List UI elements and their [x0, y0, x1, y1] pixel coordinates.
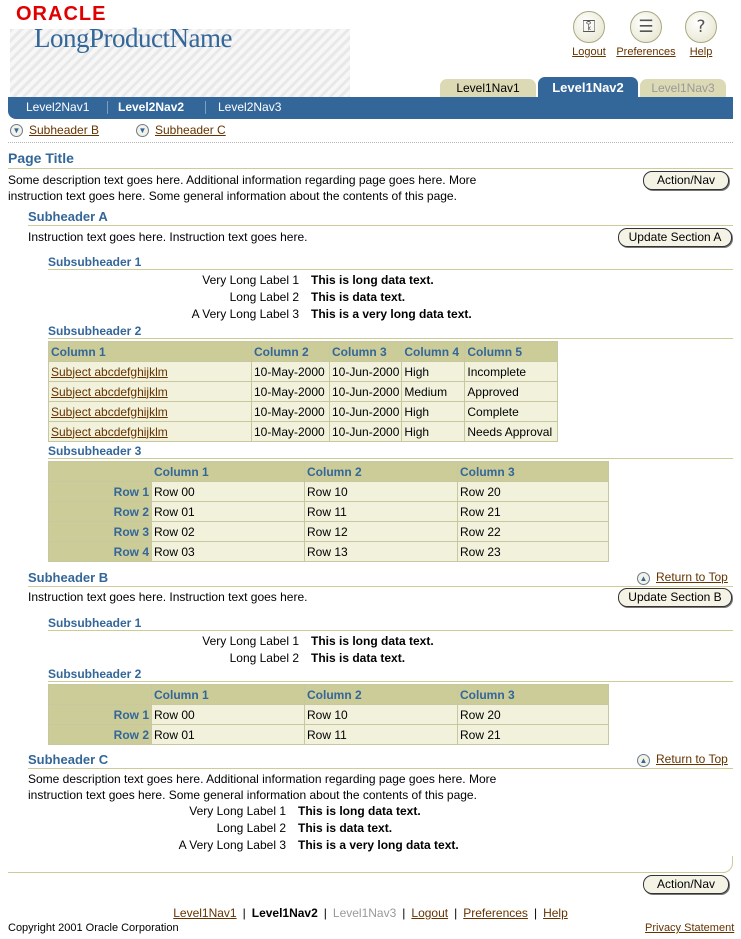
table-row [49, 362, 558, 382]
field-value: This is a very long data text. [311, 307, 472, 321]
field-label: Very Long Label 1 [202, 273, 299, 287]
table-cell: High [402, 422, 465, 442]
branding-area [10, 3, 350, 98]
table-header-row [49, 342, 558, 362]
row-header: Row 1 [49, 482, 152, 502]
table-cell: Complete [465, 402, 558, 422]
table-cell: Row 12 [305, 522, 458, 542]
table-cell: 10-May-2000 [252, 422, 330, 442]
table-cell: Row 10 [305, 705, 458, 725]
footer-link-preferences[interactable]: Preferences [463, 906, 528, 920]
subheader-c-title: Subheader C [28, 752, 109, 767]
action-nav-button[interactable]: Action/Nav [643, 171, 729, 190]
field-label: A Very Long Label 3 [178, 838, 286, 852]
column-header: Column 1 [152, 462, 305, 482]
footer-nav: Level1Nav1 | Level1Nav2 | Level1Nav3 | Logout | Preferences | Help [173, 906, 568, 920]
table-header-row [49, 462, 609, 482]
divider [48, 269, 733, 270]
data-table [48, 341, 558, 442]
divider [48, 630, 733, 631]
tab-level1nav3: Level1Nav3 [640, 79, 726, 98]
nav-separator [107, 101, 108, 114]
chevron-up-icon: ▲ [637, 754, 650, 767]
logout-link[interactable]: Logout [572, 46, 606, 58]
field-label: A Very Long Label 3 [191, 307, 299, 321]
chevron-down-icon: ▼ [10, 124, 23, 137]
divider [28, 768, 733, 769]
corner-header [49, 685, 152, 705]
action-nav-button-bottom[interactable]: Action/Nav [643, 875, 729, 894]
section-c-description: Some description text goes here. Additional information regarding page goes here. More instruction text goes here. Some general information about the contents of this page. [28, 772, 497, 802]
chevron-down-icon: ▼ [136, 124, 149, 137]
field-value: This is long data text. [311, 273, 434, 287]
table-cell: Row 02 [152, 522, 305, 542]
field-label: Long Label 2 [229, 290, 299, 304]
divider [48, 458, 733, 459]
return-to-top-link[interactable]: ▲ Return to Top [637, 752, 728, 767]
footer-current-level1nav2: Level1Nav2 [251, 906, 318, 920]
table-cell: Row 21 [458, 502, 609, 522]
table-cell: Incomplete [465, 362, 558, 382]
tab-level1nav1[interactable]: Level1Nav1 [440, 79, 536, 98]
table-cell: Row 10 [305, 482, 458, 502]
field-value: This is data text. [298, 821, 393, 835]
column-header: Column 2 [305, 462, 458, 482]
table-row [49, 402, 558, 422]
oracle-logo: ORACLE [16, 3, 107, 25]
subsubheader-1-title: Subsubheader 1 [48, 255, 142, 269]
table-cell: Row 00 [152, 482, 305, 502]
table-row [49, 502, 609, 522]
table-row [49, 705, 609, 725]
return-to-top-link[interactable]: ▲ Return to Top [637, 570, 728, 585]
page-description: Some description text goes here. Additional information regarding page goes here. More instruction text goes here. Some general information about the contents of this page. [8, 173, 477, 203]
row-header-table [48, 684, 609, 745]
table-cell: 10-May-2000 [252, 402, 330, 422]
column-header[interactable]: Column 5 [465, 342, 558, 362]
table-row [49, 542, 609, 562]
help-icon: ? [685, 11, 717, 43]
divider [48, 681, 733, 682]
table-cell: Row 11 [305, 502, 458, 522]
footer-link-level1nav1[interactable]: Level1Nav1 [173, 906, 237, 920]
field-value: This is long data text. [311, 634, 434, 648]
divider [8, 168, 733, 169]
field-label: Very Long Label 1 [189, 804, 286, 818]
divider [28, 225, 733, 226]
row-header: Row 2 [49, 725, 152, 745]
table-row [49, 422, 558, 442]
column-header: Column 2 [305, 685, 458, 705]
preferences-icon: ☰ [630, 11, 662, 43]
help-global-button[interactable] [684, 11, 718, 58]
product-name: LongProductName [34, 23, 232, 53]
footer-disabled-level1nav3: Level1Nav3 [332, 906, 397, 920]
divider [48, 338, 733, 339]
help-link[interactable]: Help [689, 46, 713, 58]
column-header: Column 1 [152, 685, 305, 705]
section-a-instruction: Instruction text goes here. Instruction text goes here. [28, 230, 308, 244]
table-cell: Medium [402, 382, 465, 402]
row-header: Row 1 [49, 705, 152, 725]
table-cell: Row 22 [458, 522, 609, 542]
column-header: Column 3 [458, 462, 609, 482]
update-section-b-button[interactable]: Update Section B [618, 588, 732, 607]
table-cell: 10-May-2000 [252, 382, 330, 402]
table-cell: Row 20 [458, 482, 609, 502]
table-cell: Row 00 [152, 705, 305, 725]
subsubheader-3-title: Subsubheader 3 [48, 444, 142, 458]
table-cell: 10-Jun-2000 [330, 362, 402, 382]
field-value: This is data text. [311, 290, 406, 304]
table-cell: 10-Jun-2000 [330, 382, 402, 402]
page-corner-decoration [718, 856, 733, 873]
subheader-a-title: Subheader A [28, 209, 108, 224]
table-cell: Row 20 [458, 705, 609, 725]
table-cell: 10-Jun-2000 [330, 402, 402, 422]
copyright-text: Copyright 2001 Oracle Corporation [8, 922, 179, 934]
table-cell: Row 01 [152, 502, 305, 522]
table-row [49, 522, 609, 542]
subsubheader-2-title: Subsubheader 2 [48, 324, 142, 338]
table-cell: 10-May-2000 [252, 362, 330, 382]
row-header: Row 2 [49, 502, 152, 522]
quicklink-subheader-b[interactable]: ▼ Subheader B [10, 123, 99, 137]
column-header: Column 3 [458, 685, 609, 705]
table-cell: Row 01 [152, 725, 305, 745]
field-label: Long Label 2 [216, 821, 286, 835]
divider [8, 872, 725, 873]
footer-link-help[interactable]: Help [543, 906, 568, 920]
table-cell: Row 03 [152, 542, 305, 562]
divider [8, 142, 733, 143]
table-cell-link[interactable]: Subject abcdefghijklm [49, 362, 252, 382]
field-label: Very Long Label 1 [202, 634, 299, 648]
column-header[interactable]: Column 4 [402, 342, 465, 362]
tab-level2nav1[interactable]: Level2Nav1 [26, 100, 90, 114]
table-row [49, 382, 558, 402]
tab-level2nav3[interactable]: Level2Nav3 [218, 100, 282, 114]
table-cell-link[interactable]: Subject abcdefghijklm [49, 402, 252, 422]
field-value: This is a very long data text. [298, 838, 459, 852]
column-header[interactable]: Column 2 [252, 342, 330, 362]
nav-separator [205, 101, 206, 114]
table-header-row [49, 685, 609, 705]
logout-icon: ⚿ [573, 11, 605, 43]
row-header-table [48, 461, 609, 562]
footer-link-logout[interactable]: Logout [411, 906, 449, 920]
update-section-a-button[interactable]: Update Section A [618, 228, 732, 247]
field-value: This is data text. [311, 651, 406, 665]
table-cell: Needs Approval [465, 422, 558, 442]
subsubheader-1-title: Subsubheader 1 [48, 616, 142, 630]
field-value: This is long data text. [298, 804, 421, 818]
table-cell: Row 23 [458, 542, 609, 562]
privacy-statement-link[interactable]: Privacy Statement [645, 922, 735, 934]
quicklink-subheader-c[interactable]: ▼ Subheader C [136, 123, 226, 137]
logout-global-button[interactable] [570, 11, 608, 58]
subsubheader-2-title: Subsubheader 2 [48, 667, 142, 681]
preferences-global-button[interactable] [614, 11, 678, 58]
column-header[interactable]: Column 1 [49, 342, 252, 362]
table-cell-link[interactable]: Subject abcdefghijklm [49, 422, 252, 442]
table-cell: High [402, 362, 465, 382]
table-cell: Row 11 [305, 725, 458, 745]
row-header: Row 4 [49, 542, 152, 562]
table-row [49, 482, 609, 502]
corner-header [49, 462, 152, 482]
divider [28, 586, 733, 587]
level2-nav-bar [8, 97, 733, 119]
tab-level2nav2[interactable]: Level2Nav2 [118, 100, 185, 114]
column-header[interactable]: Column 3 [330, 342, 402, 362]
section-b-instruction: Instruction text goes here. Instruction text goes here. [28, 590, 308, 604]
table-cell: 10-Jun-2000 [330, 422, 402, 442]
table-cell-link[interactable]: Subject abcdefghijklm [49, 382, 252, 402]
table-cell: Approved [465, 382, 558, 402]
preferences-link[interactable]: Preferences [616, 46, 676, 58]
tab-level1nav2[interactable]: Level1Nav2 [538, 77, 638, 98]
row-header: Row 3 [49, 522, 152, 542]
table-cell: Row 21 [458, 725, 609, 745]
page-title: Page Title [8, 150, 74, 166]
chevron-up-icon: ▲ [637, 572, 650, 585]
field-label: Long Label 2 [229, 651, 299, 665]
table-row [49, 725, 609, 745]
subheader-b-title: Subheader B [28, 570, 109, 585]
table-cell: Row 13 [305, 542, 458, 562]
table-cell: High [402, 402, 465, 422]
